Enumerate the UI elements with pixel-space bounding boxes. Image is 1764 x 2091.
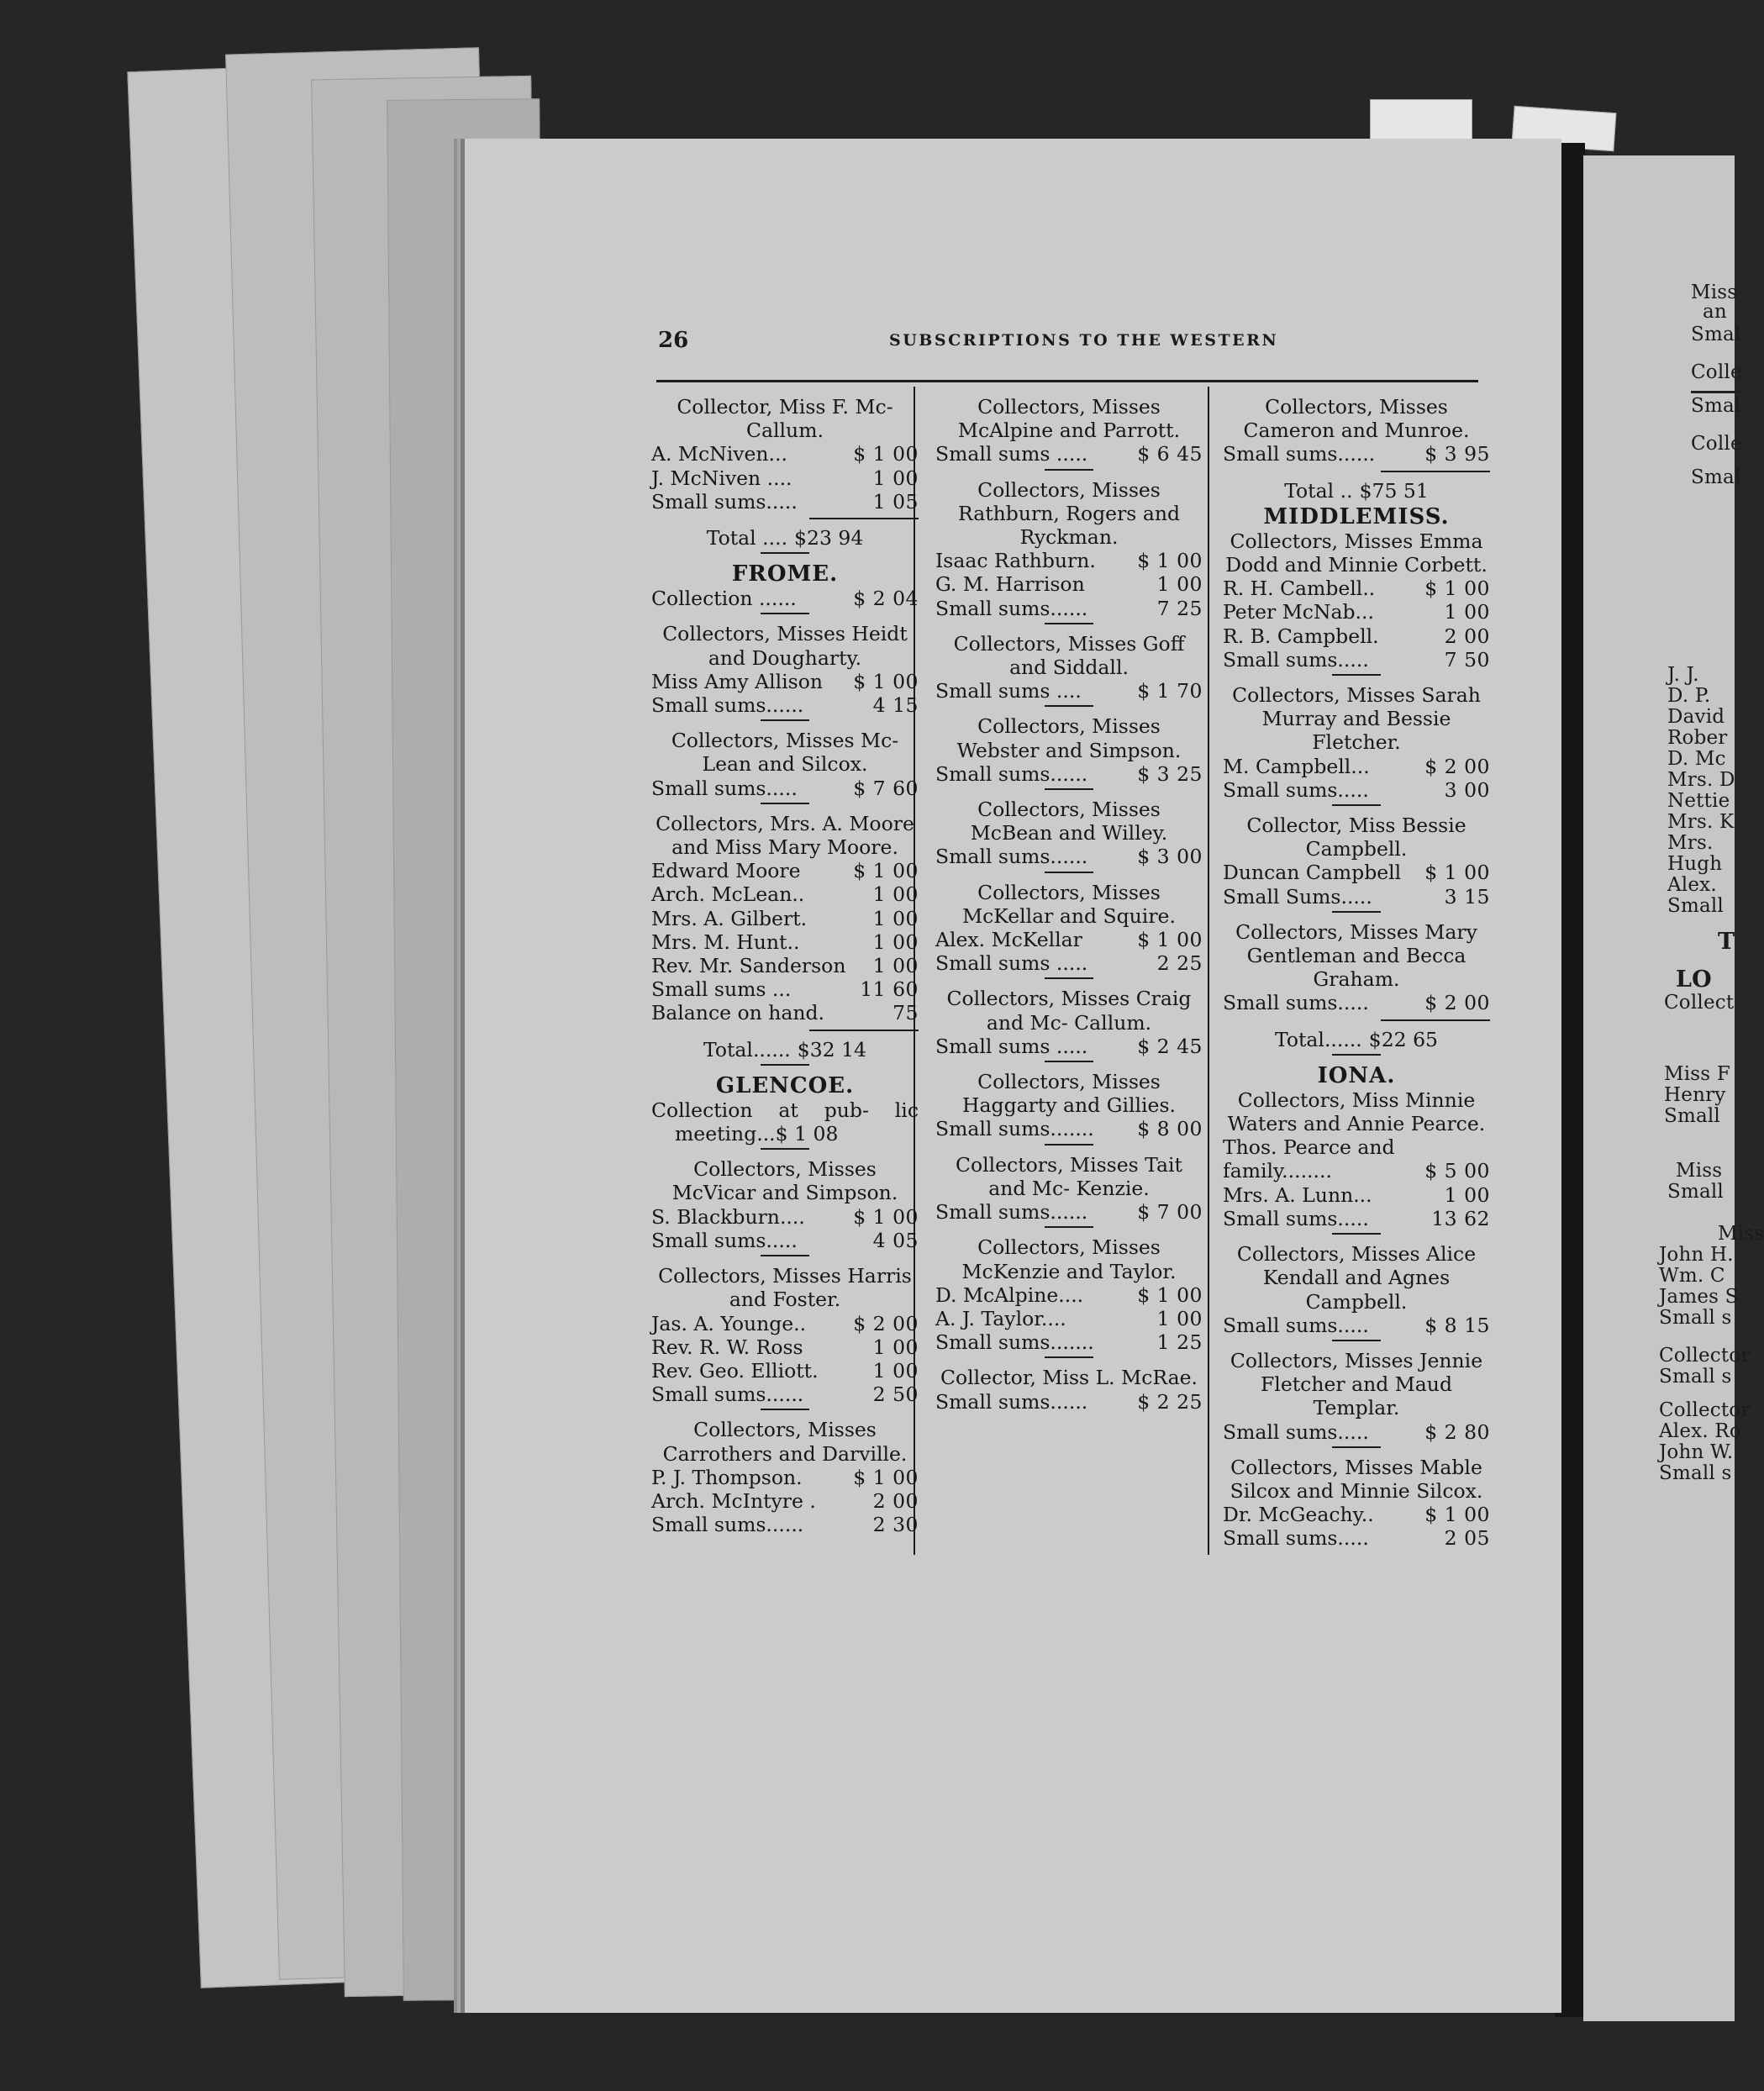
total-label: Total ..	[1284, 478, 1353, 503]
total-label: Total......	[703, 1037, 791, 1061]
entry-label: D. McAlpine....	[935, 1283, 1084, 1307]
entry-text: Collectors, Misses Sarah Murray and Bessie Fletcher.	[1232, 683, 1481, 755]
entry-amount: 2 00	[1444, 624, 1490, 648]
entry-separator	[761, 1255, 809, 1256]
next-page-fragment: John H.	[1659, 1244, 1734, 1266]
next-page-fragment: Wm. C	[1659, 1265, 1725, 1287]
entry-amount: $ 2 00	[1424, 754, 1490, 778]
entry-row	[935, 572, 1203, 596]
entry-row	[1223, 648, 1490, 672]
entry-separator	[1332, 1340, 1381, 1341]
entry-row	[1223, 1420, 1490, 1444]
entry-amount: $ 6 45	[1137, 442, 1203, 466]
entry-label: Collection ......	[651, 587, 797, 611]
next-page-fragment: Colle	[1691, 361, 1742, 383]
entry-row	[651, 1489, 919, 1513]
entry-separator	[1332, 911, 1381, 913]
entry-text: Collectors, Misses Harris and Foster.	[658, 1264, 912, 1312]
entry-text: Collectors, Misses Alice Kendall and Agnes Campbell.	[1236, 1242, 1477, 1314]
next-page-fragment: Smal	[1691, 395, 1741, 417]
total-row	[1223, 1028, 1490, 1051]
entry-label: Small sums.....	[1223, 991, 1369, 1015]
entry-label: Small Sums.....	[1223, 884, 1372, 909]
next-page-fragment: Mrs. D	[1667, 769, 1735, 791]
entry-row	[651, 1312, 919, 1335]
entry-separator	[1045, 469, 1093, 471]
entry-text: Collectors, Misses Carrothers and Darville.	[662, 1418, 908, 1466]
entry-amount: 1 00	[872, 466, 919, 490]
entry-row	[651, 1001, 919, 1024]
entry-row	[651, 1513, 919, 1536]
entry-amount: 2 25	[1156, 951, 1203, 976]
entry-amount: 1 00	[872, 1358, 919, 1383]
entry-text: Collection at pub- lic meeting...$ 1 08	[651, 1098, 919, 1146]
next-page-fragment: Small	[1667, 1181, 1724, 1203]
entry-label: M. Campbell...	[1223, 754, 1370, 778]
next-page-fragment: Henry	[1664, 1084, 1726, 1106]
entry-text: Collectors, Misses Emma Dodd and Minnie Corbett.	[1225, 529, 1488, 577]
entry-amount: 1 00	[1444, 1182, 1490, 1207]
entry-label: Small sums ...	[651, 977, 792, 1002]
entry-amount: $ 2 80	[1424, 1419, 1490, 1444]
next-page-fragment: Hugh	[1667, 853, 1723, 875]
next-page-fragment: Smal	[1691, 466, 1741, 488]
entry-label: Small sums .....	[935, 951, 1088, 976]
entry-label: Mrs. A. Lunn...	[1223, 1182, 1372, 1207]
entry-row	[651, 693, 919, 717]
entry-row	[651, 1205, 919, 1229]
entry-amount: $ 1 00	[1424, 861, 1490, 885]
total-label: Total ....	[706, 526, 788, 550]
next-page-edge	[1583, 155, 1764, 2021]
entry-label: Small sums......	[651, 1383, 804, 1407]
entry-separator	[1045, 872, 1093, 873]
entry-row	[935, 442, 1203, 466]
entry-separator	[761, 719, 809, 721]
next-page-fragment: Alex. Ro	[1659, 1420, 1741, 1442]
entry-label: Small sums......	[1223, 442, 1376, 466]
entry-row	[651, 1335, 919, 1359]
next-page-fragment: Colle	[1691, 433, 1742, 455]
entry-label: Small sums.....	[1223, 777, 1369, 802]
entry-label: Small sums.....	[1223, 1206, 1369, 1230]
entry-row	[1223, 600, 1490, 624]
entry-amount: 1 00	[1156, 572, 1203, 597]
entry-label: Small sums.....	[1223, 1419, 1369, 1444]
entry-row	[1223, 442, 1490, 466]
entry-text: Collectors, Misses McKenzie and Taylor.	[961, 1235, 1177, 1283]
entry-amount: $ 2 45	[1137, 1034, 1203, 1058]
entry-label: R. B. Campbell.	[1223, 624, 1379, 648]
entry-label: J. McNiven ....	[651, 466, 792, 490]
entry-label: Peter McNab...	[1223, 600, 1374, 624]
entry-label: Small sums......	[935, 596, 1088, 620]
column-1	[651, 395, 919, 1536]
entry-row	[935, 1390, 1203, 1414]
entry-label: Small sums......	[935, 1389, 1088, 1414]
entry-amount: 4 15	[872, 693, 919, 718]
next-page-fragment: Small s	[1659, 1366, 1732, 1388]
entry-label: Rev. R. W. Ross	[651, 1335, 803, 1359]
next-page-fragment: T	[1718, 929, 1735, 955]
next-page-fragment: Alex.	[1667, 874, 1717, 896]
entry-label: Edward Moore	[651, 859, 801, 883]
entry-text: Collectors, Misses Jennie Fletcher and Maud Templar.	[1230, 1348, 1483, 1420]
entry-row	[651, 882, 919, 906]
entry-text: Collectors, Mrs. A. Moore and Miss Mary Moore.	[656, 811, 914, 860]
entry-label: Alex. McKellar	[935, 928, 1082, 952]
entry-separator	[761, 1064, 809, 1066]
entry-row	[651, 777, 919, 800]
total-row	[651, 1038, 919, 1061]
entry-row	[1223, 1159, 1490, 1182]
entry-amount: $ 2 25	[1137, 1389, 1203, 1414]
paper-tab	[1370, 99, 1472, 145]
next-page-fragment: J. J.	[1667, 664, 1699, 686]
entry-row	[1223, 778, 1490, 802]
entry-label: Rev. Geo. Elliott.	[651, 1358, 819, 1383]
section-heading: GLENCOE.	[715, 1072, 855, 1098]
entry-text: Collectors, Misses Craig and Mc- Callum.	[946, 987, 1192, 1035]
entry-separator	[761, 1409, 809, 1410]
entry-row	[935, 1307, 1203, 1330]
entry-text: Collectors, Misses Webster and Simpson.	[956, 714, 1182, 762]
document-page	[461, 139, 1561, 2013]
next-page-fragment: Collector	[1659, 1345, 1751, 1367]
entry-label: Small sums.....	[1223, 1313, 1369, 1337]
next-page-fragment: Mrs.	[1667, 832, 1714, 854]
entry-row	[651, 1383, 919, 1406]
entry-amount: 7 25	[1156, 596, 1203, 620]
entry-amount: 1 25	[1156, 1330, 1203, 1355]
entry-label: Duncan Campbell	[1223, 861, 1402, 885]
running-head: SUBSCRIPTIONS TO THE WESTERN	[889, 331, 1279, 350]
entry-amount: $ 1 00	[1137, 549, 1203, 573]
entry-amount: 2 30	[872, 1513, 919, 1537]
entry-row	[935, 951, 1203, 975]
entry-label: Small sums......	[651, 693, 804, 718]
entry-amount: 2 00	[872, 1488, 919, 1513]
entry-row	[651, 670, 919, 693]
entry-amount: 1 05	[872, 489, 919, 514]
entry-label: Dr. McGeachy..	[1223, 1503, 1374, 1527]
section-heading: FROME.	[731, 561, 839, 587]
entry-amount: 2 50	[872, 1383, 919, 1407]
entry-label: A. J. Taylor....	[935, 1306, 1066, 1330]
entry-row	[1223, 1207, 1490, 1230]
entry-row	[651, 490, 919, 514]
entry-amount: 2 05	[1444, 1526, 1490, 1551]
next-page-fragment: James S	[1659, 1286, 1739, 1308]
next-page-fragment: D. Mc	[1667, 748, 1726, 770]
entry-amount: $ 1 00	[1137, 1283, 1203, 1307]
entry-amount: $ 1 00	[853, 442, 919, 466]
entry-amount: $ 5 00	[1424, 1159, 1490, 1183]
entry-row	[1223, 861, 1490, 884]
entry-label: Small sums ....	[935, 679, 1082, 703]
entry-separator	[1045, 1061, 1093, 1062]
entry-label: Small sums.....	[1223, 1526, 1369, 1551]
next-page-fragment: Miss	[1676, 1160, 1723, 1182]
entry-row	[935, 1283, 1203, 1307]
column-2	[935, 395, 1203, 1414]
entry-text: Collectors, Misses Mable Silcox and Minnie Silcox.	[1230, 1455, 1483, 1503]
entry-row	[651, 859, 919, 882]
entry-label: Small sums......	[651, 1513, 804, 1537]
entry-label: Jas. A. Younge..	[651, 1311, 807, 1335]
entry-row	[935, 928, 1203, 951]
next-page-fragment: Mrs. K	[1667, 811, 1735, 833]
next-page-fragment: Nettie	[1667, 790, 1730, 812]
entry-label: Isaac Rathburn.	[935, 549, 1096, 573]
entry-label: Arch. McLean..	[651, 882, 805, 907]
entry-separator	[1332, 674, 1381, 676]
entry-row	[935, 762, 1203, 786]
next-page-fragment: Small	[1664, 1105, 1720, 1127]
entry-separator	[1045, 623, 1093, 624]
entry-label: Small sums.....	[651, 489, 798, 514]
entry-text: Collectors, Misses McAlpine and Parrott.	[957, 395, 1181, 443]
next-page-fragment: Small s	[1659, 1462, 1732, 1484]
entry-separator	[761, 613, 809, 614]
section-heading: IONA.	[1317, 1062, 1396, 1088]
entry-amount: $ 2 00	[1424, 991, 1490, 1015]
entry-amount: $ 3 00	[1137, 845, 1203, 869]
entry-amount: 13 62	[1431, 1206, 1490, 1230]
entry-text: Collectors, Miss Minnie Waters and Annie Pearce.	[1227, 1088, 1486, 1136]
entry-amount: 75	[893, 1001, 919, 1025]
entry-text: Collectors, Misses Rathburn, Rogers and Ryckman.	[957, 477, 1181, 550]
next-page-rule	[1691, 391, 1741, 393]
total-row	[1223, 479, 1490, 503]
entry-separator	[1045, 1226, 1093, 1228]
total-label: Total......	[1274, 1027, 1362, 1051]
entry-row	[1223, 755, 1490, 778]
entry-separator	[1045, 1356, 1093, 1358]
entry-separator	[1045, 977, 1093, 979]
entry-row	[651, 907, 919, 930]
entry-amount: $ 3 25	[1137, 761, 1203, 786]
column-divider	[1208, 387, 1209, 1555]
entry-separator	[1332, 1446, 1381, 1448]
entry-row	[651, 954, 919, 977]
entry-row	[1223, 1503, 1490, 1526]
entry-row	[935, 845, 1203, 868]
entry-text: Collectors, Misses Heidt and Dougharty.	[662, 622, 908, 670]
entry-text: Collectors, Misses McBean and Willey.	[970, 798, 1168, 845]
total-amount: $22 65	[1368, 1027, 1439, 1051]
entry-text: Collector, Miss L. McRae.	[940, 1366, 1198, 1390]
entry-amount: $ 1 00	[1424, 1503, 1490, 1527]
entry-row	[935, 1035, 1203, 1058]
entry-amount: 3 00	[1444, 777, 1490, 802]
entry-amount: $ 1 00	[1137, 928, 1203, 952]
entry-separator	[1332, 804, 1381, 806]
total-amount: $23 94	[794, 526, 864, 550]
entry-row	[651, 466, 919, 490]
entry-separator	[761, 803, 809, 804]
entry-row	[1223, 624, 1490, 648]
entry-label: Balance on hand.	[651, 1001, 825, 1025]
entry-text: Collector, Miss F. Mc- Callum.	[677, 395, 893, 443]
entry-label: Arch. McIntyre .	[651, 1488, 816, 1513]
entry-separator	[1045, 1144, 1093, 1146]
entry-amount: $ 8 15	[1424, 1313, 1490, 1337]
entry-amount: 3 15	[1444, 884, 1490, 909]
entry-text: Collectors, Misses McKellar and Squire.	[962, 880, 1176, 928]
entry-row	[935, 597, 1203, 620]
entry-row	[651, 587, 919, 610]
entry-label: Rev. Mr. Sanderson	[651, 954, 846, 978]
entry-row	[935, 1117, 1203, 1140]
entry-text: Collectors, Misses Mary Gentleman and Becca Graham.	[1235, 919, 1477, 992]
total-amount: $32 14	[797, 1037, 867, 1061]
entry-amount: 4 05	[872, 1228, 919, 1252]
entry-label: Small sums.....	[1223, 647, 1369, 672]
entry-amount: 1 00	[872, 882, 919, 907]
entry-row	[1223, 1314, 1490, 1337]
next-page-fragment: LO	[1676, 966, 1712, 993]
entry-amount: 1 00	[872, 954, 919, 978]
total-rule	[1381, 471, 1490, 472]
next-page-fragment: Small	[1667, 895, 1724, 917]
entry-text: Thos. Pearce and	[1223, 1135, 1395, 1160]
entry-label: Small sums......	[935, 761, 1088, 786]
entry-text: Collectors, Misses McVicar and Simpson.	[671, 1157, 898, 1205]
next-page-fragment: Rober	[1667, 727, 1728, 749]
entry-label: Small sums.....	[651, 776, 798, 800]
entry-text: Collector, Miss Bessie Campbell.	[1246, 814, 1466, 861]
entry-label: R. H. Cambell..	[1223, 577, 1376, 601]
entry-amount: $ 7 00	[1137, 1200, 1203, 1225]
entry-row	[935, 1200, 1203, 1224]
entry-label: P. J. Thompson.	[651, 1465, 803, 1489]
entry-row	[935, 549, 1203, 572]
entry-label: S. Blackburn....	[651, 1204, 805, 1229]
entry-amount: 11 60	[860, 977, 919, 1002]
section-heading: MIDDLEMISS.	[1263, 503, 1450, 529]
entry-amount: 1 00	[872, 906, 919, 930]
entry-label: Small sums .....	[935, 442, 1088, 466]
next-page-fragment: Collect	[1664, 992, 1735, 1014]
page-header	[465, 328, 1561, 361]
entry-separator	[761, 1148, 809, 1150]
next-page-fragment: John W.	[1659, 1441, 1734, 1463]
entry-amount: $ 8 00	[1137, 1117, 1203, 1141]
next-page-fragment: Collector	[1659, 1399, 1751, 1421]
next-page-fragment: David	[1667, 706, 1725, 728]
total-amount: $75 51	[1359, 478, 1429, 503]
entry-label: Small sums.......	[935, 1330, 1094, 1355]
entry-label: Small sums......	[935, 1200, 1088, 1225]
entry-label: A. McNiven...	[651, 442, 787, 466]
entry-row	[651, 1466, 919, 1489]
entry-row	[935, 679, 1203, 703]
entry-row	[651, 1229, 919, 1252]
entry-row	[1223, 991, 1490, 1014]
entry-text: Collectors, Misses Mc- Lean and Silcox.	[671, 729, 899, 777]
entry-text: Collectors, Misses Tait and Mc- Kenzie.	[955, 1152, 1182, 1200]
entry-amount: $ 7 60	[853, 776, 919, 800]
entry-row	[935, 1330, 1203, 1354]
next-page-fragment: Miss	[1691, 282, 1738, 303]
entry-row	[651, 977, 919, 1001]
next-page-fragment: Miss F	[1664, 1063, 1730, 1085]
entry-text: Collectors, Misses Goff and Siddall.	[953, 631, 1185, 680]
entry-label: Small sums......	[935, 845, 1088, 869]
entry-label: Mrs. A. Gilbert.	[651, 906, 808, 930]
entry-label: Mrs. M. Hunt..	[651, 930, 800, 954]
entry-text: Collectors, Misses Haggarty and Gillies.	[962, 1070, 1176, 1118]
entry-amount: $ 3 95	[1424, 442, 1490, 466]
total-row	[651, 526, 919, 550]
entry-row	[1223, 1183, 1490, 1207]
entry-amount: $ 2 00	[853, 1311, 919, 1335]
column-3	[1223, 395, 1490, 1551]
entry-amount: $ 1 00	[853, 1465, 919, 1489]
header-rule	[656, 380, 1478, 382]
entry-amount: 1 00	[1156, 1306, 1203, 1330]
total-rule	[1381, 1019, 1490, 1021]
next-page-fragment: Miss	[1718, 1223, 1764, 1245]
entry-row	[651, 1359, 919, 1383]
entry-row	[1223, 577, 1490, 600]
entry-amount: $ 1 70	[1137, 679, 1203, 703]
total-rule	[809, 1030, 919, 1031]
entry-row	[1223, 1526, 1490, 1550]
total-rule	[809, 518, 919, 519]
entry-amount: 1 00	[1444, 600, 1490, 624]
entry-amount: 7 50	[1444, 647, 1490, 672]
entry-amount: $ 2 04	[853, 587, 919, 611]
entry-amount: $ 1 00	[853, 1204, 919, 1229]
entry-label: Miss Amy Allison	[651, 669, 824, 693]
entry-amount: 1 00	[872, 1335, 919, 1359]
entry-label: Small sums.....	[651, 1228, 798, 1252]
page-number: 26	[658, 328, 689, 353]
next-page-fragment: Smal	[1691, 324, 1741, 345]
next-page-fragment: an	[1703, 301, 1727, 323]
entry-row	[651, 930, 919, 954]
entry-amount: 1 00	[872, 930, 919, 954]
entry-text: Collectors, Misses Cameron and Munroe.	[1243, 395, 1470, 443]
entry-separator	[1045, 705, 1093, 707]
entry-row	[651, 442, 919, 466]
entry-label: family........	[1223, 1159, 1332, 1183]
entry-label: G. M. Harrison	[935, 572, 1085, 597]
entry-amount: $ 1 00	[853, 669, 919, 693]
entry-separator	[1332, 1054, 1381, 1056]
entry-label: Small sums .....	[935, 1034, 1088, 1058]
entry-label: Small sums.......	[935, 1117, 1094, 1141]
entry-amount: $ 1 00	[853, 859, 919, 883]
entry-separator	[761, 552, 809, 554]
next-page-fragment: Small s	[1659, 1307, 1732, 1329]
entry-row	[1223, 885, 1490, 909]
entry-separator	[1045, 788, 1093, 790]
entry-amount: $ 1 00	[1424, 577, 1490, 601]
entry-separator	[1332, 1233, 1381, 1235]
next-page-fragment: D. P.	[1667, 685, 1711, 707]
